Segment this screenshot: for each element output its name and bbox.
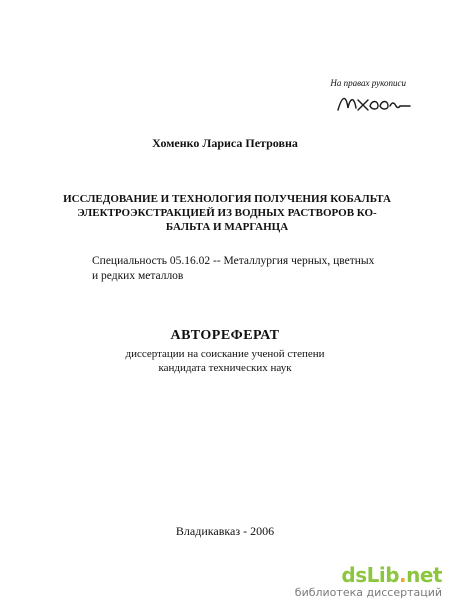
specialty <box>92 254 412 284</box>
document-purpose <box>0 347 450 375</box>
handwritten-signature <box>330 90 414 121</box>
dissertation-title <box>52 192 402 234</box>
city-year: Владикавказ - 2006 <box>175 524 275 538</box>
document-type: АВТОРЕФЕРАТ <box>170 328 280 343</box>
signature-icon <box>334 90 414 116</box>
dslib-watermark <box>295 564 442 599</box>
logo-tld: net <box>406 563 442 587</box>
watermark-logo <box>295 564 442 586</box>
purpose-line: диссертации на соискание ученой степени <box>125 348 325 360</box>
title-line: ИССЛЕДОВАНИЕ И ТЕХНОЛОГИЯ ПОЛУЧЕНИЯ КОБАЛЬТА <box>63 193 391 205</box>
logo-main: dsLib <box>341 563 400 587</box>
title-line: ЭЛЕКТРОЭКСТРАКЦИЕЙ ИЗ ВОДНЫХ РАСТВОРОВ КО- <box>77 207 377 219</box>
manuscript-stamp <box>330 78 414 121</box>
author-name: Хоменко Лариса Петровна <box>152 136 298 150</box>
manuscript-note: На правах рукописи <box>330 78 406 88</box>
specialty-line: Специальность 05.16.02 -- Металлургия черных, цветных <box>92 255 375 267</box>
logo-dot: . <box>399 563 407 587</box>
specialty-line: и редких металлов <box>92 270 184 282</box>
title-line: БАЛЬТА И МАРГАНЦА <box>165 221 289 233</box>
purpose-line: кандидата технических наук <box>158 362 292 374</box>
watermark-tagline: библиотека диссертаций <box>294 586 442 599</box>
